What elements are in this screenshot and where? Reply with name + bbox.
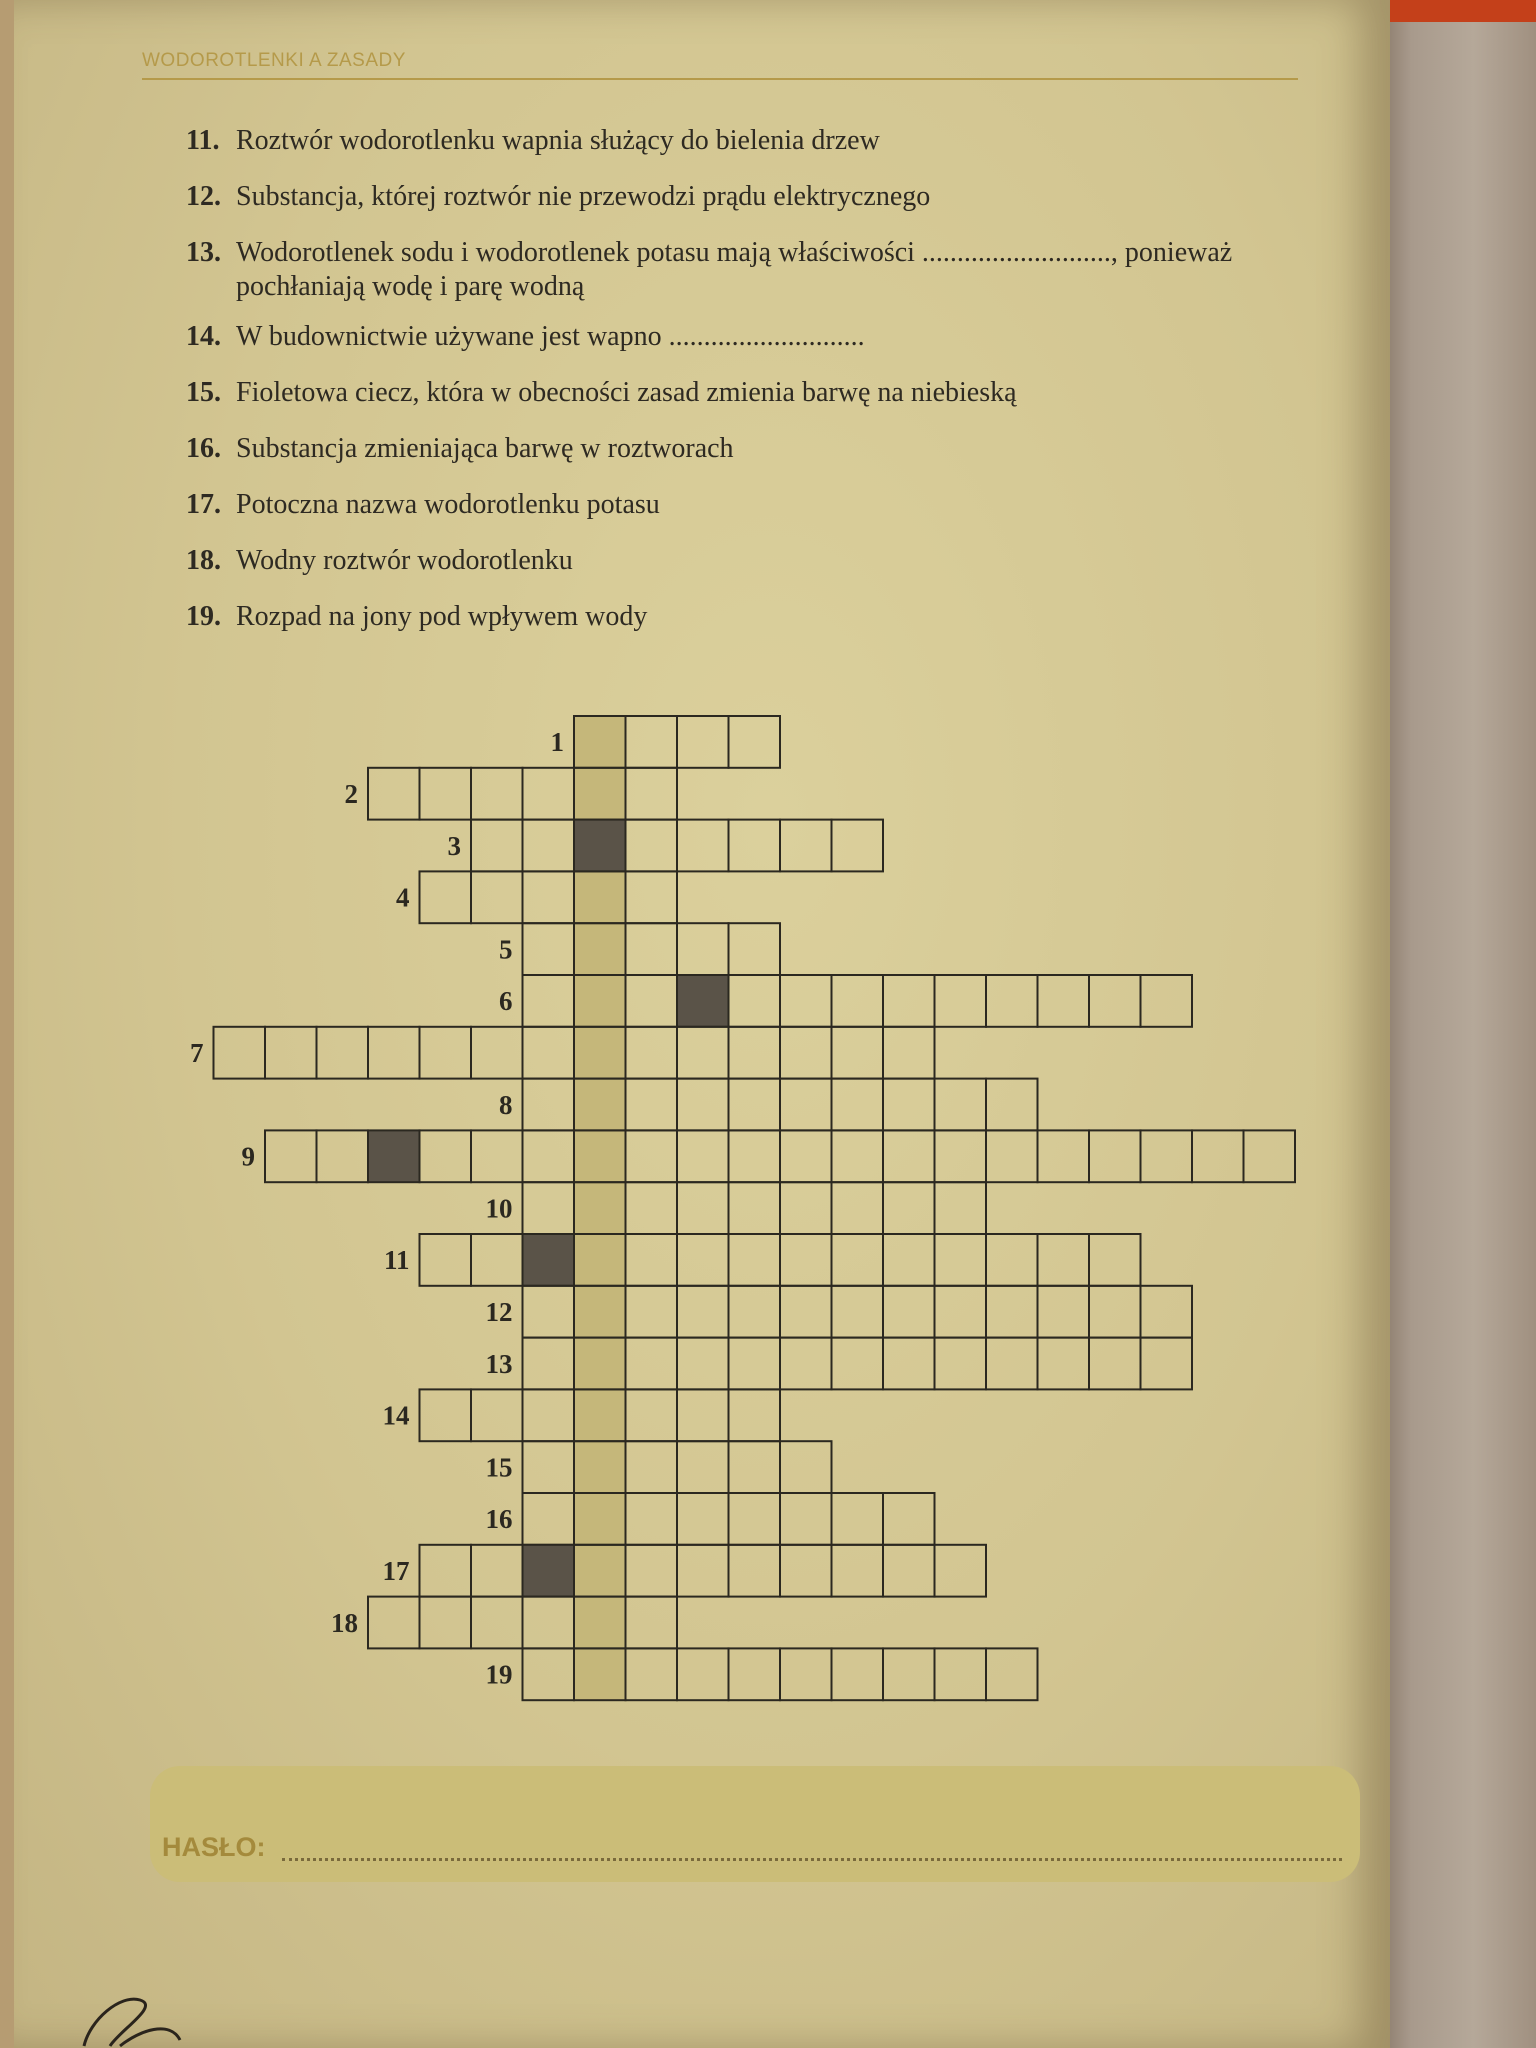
crossword-row-number: 19 [485,1659,513,1690]
clue-text: Substancja zmieniająca barwę w roztworach [236,433,734,464]
red-cover-edge [1380,0,1536,22]
clue-number: 12. [186,181,221,212]
crossword-row-number: 15 [485,1452,513,1483]
clue-item [186,124,1326,158]
header-rule [142,78,1298,80]
clue-number: 16. [186,433,221,464]
crossword-row-number: 17 [382,1556,410,1587]
clue-item [186,544,1326,578]
clue-number: 18. [186,545,221,576]
clue-text: Rozpad na jony pod wpływem wody [236,601,648,632]
crossword-row-number: 12 [485,1297,513,1328]
clue-item [186,432,1326,466]
crossword-row-number: 13 [485,1348,513,1379]
password-label: HASŁO: [162,1832,266,1862]
clue-number: 11. [186,125,220,156]
crossword-row-number: 1 [550,727,564,758]
adjacent-page-edge [1380,0,1536,2048]
clue-number: 14. [186,321,221,352]
chapter-header: WODOROTLENKI A ZASADY [142,50,406,71]
clue-number: 17. [186,489,221,520]
crossword-row-number: 8 [499,1089,513,1120]
clue-text: Wodorotlenek sodu i wodorotlenek potasu mają właściwości ..........................., ponieważ pochłaniają wodę i parę wodną [236,237,1233,302]
clue-item [186,376,1326,410]
clue-text: Fioletowa ciecz, która w obecności zasad zmienia barwę na niebieską [236,377,1017,408]
crossword-row-number: 7 [190,1038,204,1069]
clue-number: 15. [186,377,221,408]
crossword-row-number: 18 [331,1607,358,1638]
crossword-row-number: 4 [396,882,410,913]
crossword-row-number: 9 [241,1141,255,1172]
crossword-row-number: 2 [344,779,358,810]
clue-item [186,488,1326,522]
clue-text: W budownictwie używane jest wapno ............................ [236,321,865,352]
clue-text: Roztwór wodorotlenku wapnia służący do bielenia drzew [236,125,880,156]
clue-list [186,124,1326,656]
clue-item [186,600,1326,634]
crossword-row-number: 10 [485,1193,513,1224]
clue-text: Substancja, której roztwór nie przewodzi prądu elektrycznego [236,181,931,212]
clue-number: 19. [186,601,221,632]
clue-text: Potoczna nazwa wodorotlenku potasu [236,489,660,520]
crossword-row-number: 3 [447,830,461,861]
crossword-row-number: 6 [499,986,513,1017]
password-answer-line[interactable] [282,1818,1342,1861]
clue-item [186,320,1326,354]
crossword-row-number: 16 [485,1504,513,1535]
clue-item [186,236,1326,304]
clue-number: 13. [186,237,221,268]
crossword-row-number: 14 [382,1400,410,1431]
crossword-row-number: 5 [499,934,513,965]
clue-item [186,180,1326,214]
clue-text: Wodny roztwór wodorotlenku [236,545,573,576]
crossword-row-number: 11 [383,1245,410,1276]
pen-scribble [80,1990,200,2048]
